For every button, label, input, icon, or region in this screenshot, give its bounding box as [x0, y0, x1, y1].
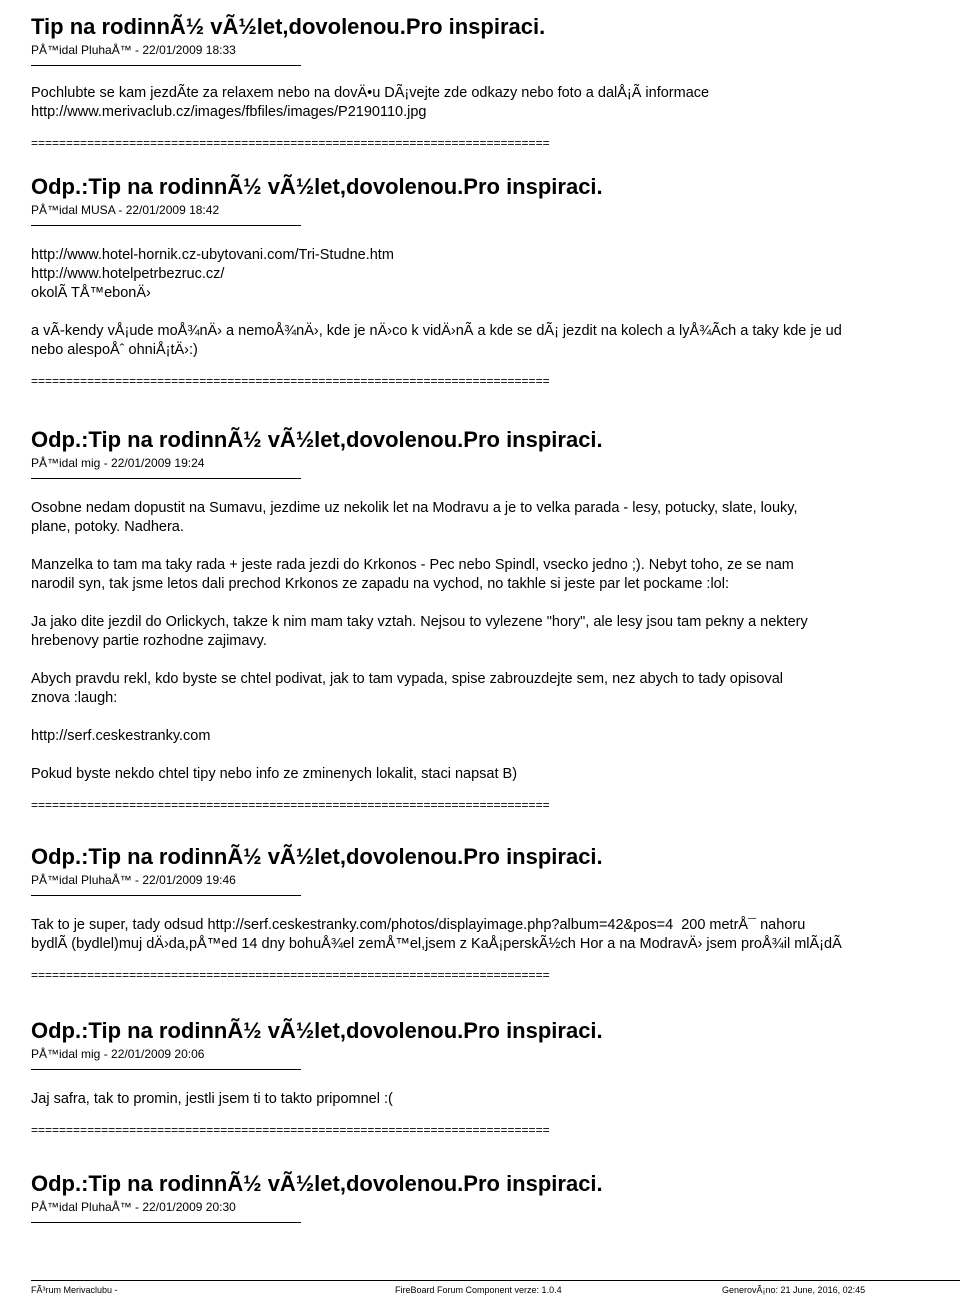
divider — [31, 65, 301, 66]
post-meta: PÅ™idal PluhaÅ™ - 22/01/2009 19:46 — [31, 873, 236, 887]
post-title: Tip na rodinnÃ½ vÃ½let,dovolenou.Pro inspiraci. — [31, 14, 546, 39]
post — [31, 14, 960, 174]
post-paragraph: Pokud byste nekdo chtel tipy nebo info ze zminenych lokalit, staci napsat B) — [31, 766, 518, 782]
footer-generated: GenerovÃ¡no: 21 June, 2016, 02:45 — [722, 1285, 866, 1295]
separator-line: ========================================================================== — [31, 798, 550, 812]
divider — [31, 895, 301, 896]
divider — [31, 478, 301, 479]
post-body — [31, 916, 960, 954]
post — [31, 427, 960, 844]
post-meta: PÅ™idal mig - 22/01/2009 20:06 — [31, 1047, 205, 1061]
post-title: Odp.:Tip na rodinnÃ½ vÃ½let,dovolenou.Pro inspiraci. — [31, 427, 603, 452]
post-title: Odp.:Tip na rodinnÃ½ vÃ½let,dovolenou.Pro inspiraci. — [31, 1018, 603, 1043]
post-paragraph: Tak to je super, tady odsud http://serf.ceskestranky.com/photos/displayimage.php?album=42&pos=4 200 metrÅ¯ nahoru bydlÃ (bydlel)muj dÄ›da,pÅ™ed 14 dny bohuÅ¾el zemÅ™el,jsem z KaÅ¡perskÃ½ch Hor a na ModravÄ› jsem proÅ¾il mlÃ¡dÃ — [31, 917, 842, 952]
post-paragraph: http://www.hotel-hornik.cz-ubytovani.com/Tri-Studne.htm http://www.hotelpetrbezruc.cz/ okolÃ TÅ™ebonÄ› — [31, 247, 394, 301]
separator-line: ========================================================================== — [31, 136, 550, 150]
forum-thread — [31, 14, 960, 1241]
post-paragraph: Abych pravdu rekl, kdo byste se chtel podivat, jak to tam vypada, spise zabrouzdejte sem, nez abych to tady opisoval znova :laugh: — [31, 671, 783, 706]
separator-line: ========================================================================== — [31, 1123, 550, 1137]
post — [31, 1171, 960, 1241]
post-title: Odp.:Tip na rodinnÃ½ vÃ½let,dovolenou.Pro inspiraci. — [31, 1171, 603, 1196]
post — [31, 174, 960, 427]
divider — [31, 1222, 301, 1223]
post-body — [31, 246, 960, 360]
footer-site-name: FÃ³rum Merivaclubu - — [31, 1285, 118, 1295]
post-paragraph: Manzelka to tam ma taky rada + jeste rada jezdi do Krkonos - Pec nebo Spindl, vsecko jedno ;). Nebyt toho, ze se nam narodil syn, tak jsme letos dali prechod Krkonos ze zapadu na vychod, no takhle si jeste par let pockame :lol: — [31, 557, 794, 592]
post-paragraph: Osobne nedam dopustit na Sumavu, jezdime uz nekolik let na Modravu a je to velka parada - lesy, potucky, slate, louky, plane, potoky. Nadhera. — [31, 500, 798, 535]
page-footer — [31, 1280, 960, 1298]
separator-line: ========================================================================== — [31, 968, 550, 982]
post — [31, 844, 960, 1018]
post-meta: PÅ™idal MUSA - 22/01/2009 18:42 — [31, 203, 220, 217]
post-paragraph: Jaj safra, tak to promin, jestli jsem ti to takto pripomnel :( — [31, 1091, 393, 1107]
post-paragraph: http://serf.ceskestranky.com — [31, 728, 211, 744]
post-paragraph: Pochlubte se kam jezdÃte za relaxem nebo na dovÄ•u DÃ¡vejte zde odkazy nebo foto a dalÅ¡Ã informace http://www.merivaclub.cz/images/fbfiles/images/P2190110.jpg — [31, 85, 710, 120]
post-meta: PÅ™idal PluhaÅ™ - 22/01/2009 18:33 — [31, 43, 236, 57]
footer-component: FireBoard Forum Component verze: 1.0.4 — [395, 1285, 562, 1295]
post-body — [31, 1090, 960, 1109]
post-meta: PÅ™idal mig - 22/01/2009 19:24 — [31, 456, 205, 470]
post-paragraph: Ja jako dite jezdil do Orlickych, takze k nim mam taky vztah. Nejsou to vylezene "hory", ale lesy jsou tam pekny a nektery hrebenovy partie rozhodne zajimavy. — [31, 614, 808, 649]
post-paragraph: a vÃ-kendy vÅ¡ude moÅ¾nÄ› a nemoÅ¾nÄ›, kde je nÄ›co k vidÄ›nÃ a kde se dÃ¡ jezdit na kolech a lyÅ¾Ãch a taky kde je ud nebo alespoÅˆ ohniÅ¡tÄ›:) — [31, 323, 842, 358]
post-meta: PÅ™idal PluhaÅ™ - 22/01/2009 20:30 — [31, 1200, 236, 1214]
post-body — [31, 84, 960, 122]
post-title: Odp.:Tip na rodinnÃ½ vÃ½let,dovolenou.Pro inspiraci. — [31, 174, 603, 199]
divider — [31, 1069, 301, 1070]
post — [31, 1018, 960, 1171]
separator-line: ========================================================================== — [31, 374, 550, 388]
post-body — [31, 499, 960, 784]
divider — [31, 225, 301, 226]
post-title: Odp.:Tip na rodinnÃ½ vÃ½let,dovolenou.Pro inspiraci. — [31, 844, 603, 869]
